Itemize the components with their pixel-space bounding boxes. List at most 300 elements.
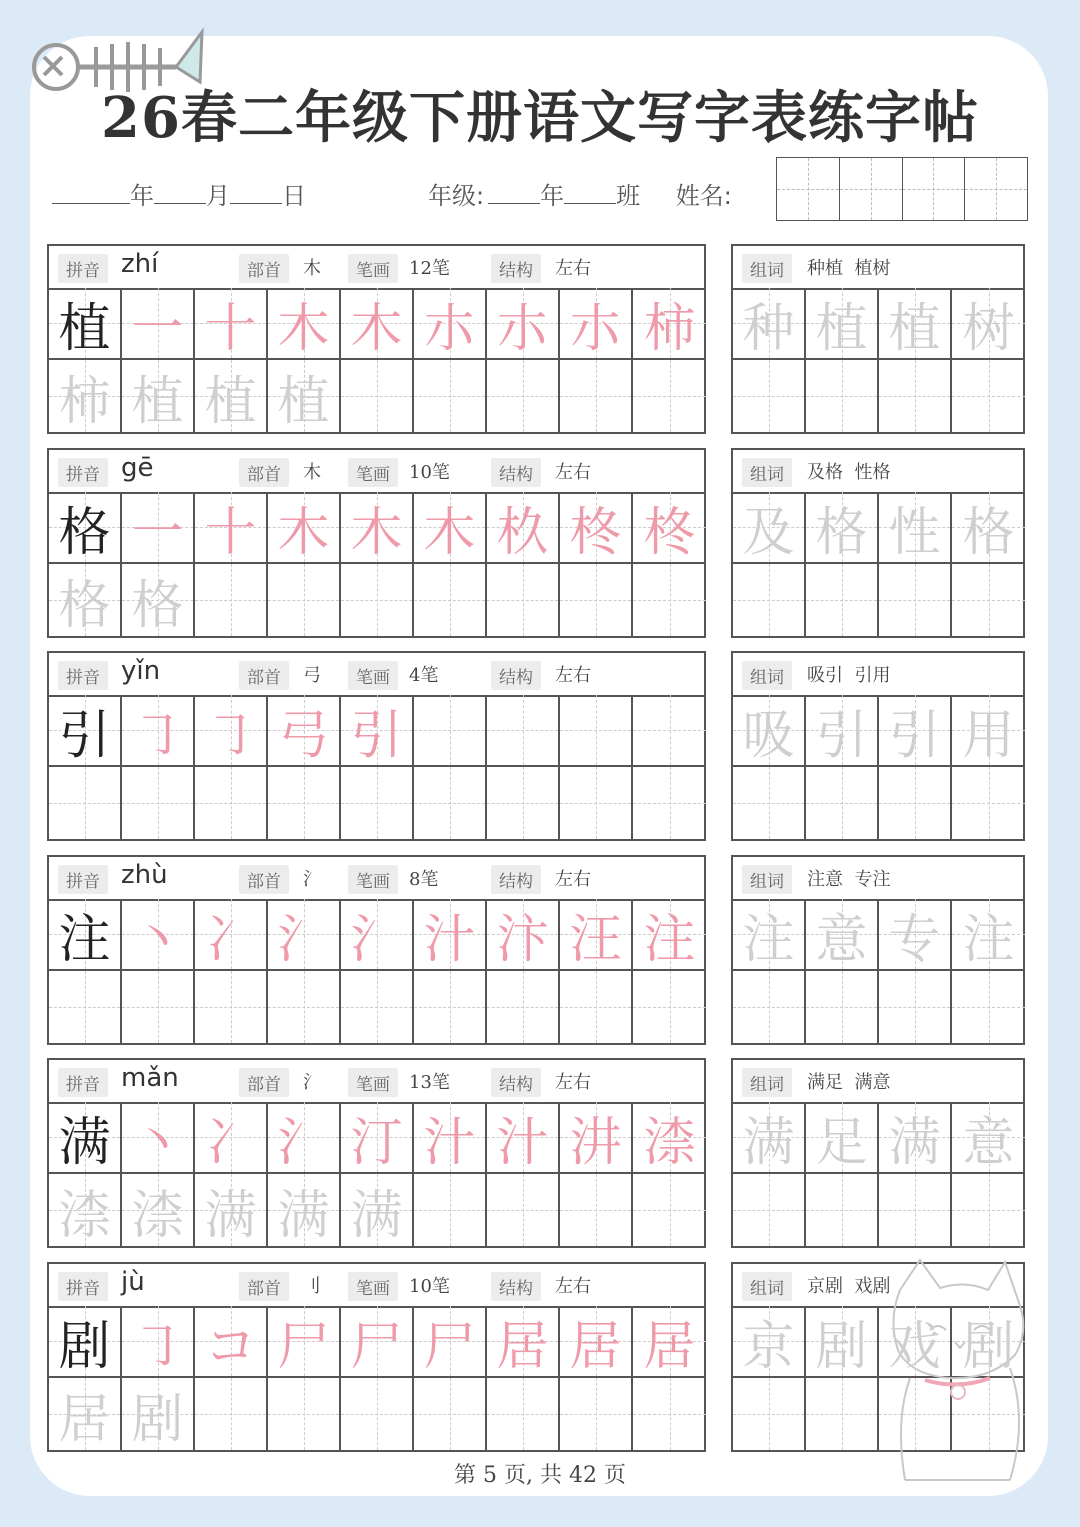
word-trace-character: 京	[742, 1316, 795, 1377]
stroke-order-step	[122, 1102, 193, 1172]
stroke-order-step	[414, 492, 485, 562]
word-writing-cell[interactable]	[879, 1306, 952, 1378]
radical-value: 弓	[303, 665, 321, 686]
new-stroke: 汁	[496, 1112, 549, 1173]
stroke-order-step	[633, 492, 706, 562]
word-writing-cell[interactable]	[733, 1378, 806, 1450]
writing-cell[interactable]	[268, 1174, 341, 1246]
writing-cell[interactable]	[195, 1306, 268, 1378]
class-line	[428, 176, 732, 211]
new-stroke: 汴	[496, 909, 549, 970]
word-trace-character: 引	[888, 705, 941, 766]
word-writing-cell[interactable]	[733, 695, 806, 767]
word-writing-cell[interactable]	[879, 767, 952, 839]
writing-cell[interactable]	[341, 1306, 414, 1378]
page-footer: 第 5 页, 共 42 页	[454, 1463, 626, 1488]
stroke-order-step	[560, 899, 631, 969]
new-stroke: 引	[350, 705, 403, 766]
writing-cell[interactable]	[560, 1102, 633, 1174]
word-writing-cell[interactable]	[952, 564, 1025, 636]
word-writing-cell[interactable]	[733, 899, 806, 971]
stroke-order-step	[341, 695, 412, 765]
writing-cell[interactable]	[487, 1102, 560, 1174]
new-stroke: 汁	[423, 1112, 476, 1173]
writing-cell[interactable]	[195, 564, 268, 636]
page-title: 26春二年级下册语文写字表练字帖	[101, 85, 979, 151]
strokes-label: 笔画	[348, 865, 398, 894]
words-header	[733, 857, 1023, 901]
month-blank[interactable]	[154, 183, 206, 204]
new-stroke: 木	[350, 502, 403, 563]
writing-cell[interactable]	[49, 288, 122, 360]
writing-cell[interactable]	[268, 767, 341, 839]
stroke-order-step	[122, 288, 193, 358]
writing-cell[interactable]	[414, 288, 487, 360]
writing-cell[interactable]	[49, 492, 122, 564]
writing-cell[interactable]	[633, 695, 706, 767]
new-stroke: 居	[496, 1316, 549, 1377]
writing-cell[interactable]	[341, 1174, 414, 1246]
word-trace-character: 及	[742, 502, 795, 563]
writing-cell[interactable]	[341, 1102, 414, 1174]
words-label: 组词	[742, 1068, 792, 1097]
char-practice-block	[47, 1058, 706, 1248]
structure-label: 结构	[491, 1272, 541, 1301]
writing-cell[interactable]	[195, 971, 268, 1043]
name-grid[interactable]	[776, 157, 1028, 221]
writing-cell[interactable]	[195, 492, 268, 564]
writing-cell[interactable]	[414, 767, 487, 839]
year-blank[interactable]	[52, 183, 130, 204]
writing-cell[interactable]	[49, 1378, 122, 1450]
trace-character: 渿	[58, 1185, 111, 1246]
word-writing-cell[interactable]	[879, 360, 952, 432]
word-practice-block	[731, 448, 1025, 638]
name-cell[interactable]	[840, 158, 903, 220]
word-trace-character: 注	[962, 909, 1015, 970]
writing-cell[interactable]	[122, 1378, 195, 1450]
month-label: 月	[206, 182, 230, 210]
trace-character: 满	[277, 1185, 330, 1246]
char-info-header	[49, 450, 704, 494]
new-stroke: 尸	[423, 1316, 476, 1377]
word-writing-cell[interactable]	[733, 288, 806, 360]
word-writing-cell[interactable]	[806, 492, 879, 564]
strokes-value: 4笔	[409, 665, 439, 686]
structure-label: 结构	[491, 458, 541, 487]
writing-cell[interactable]	[633, 1378, 706, 1450]
trace-character: 植	[277, 371, 330, 432]
writing-cell[interactable]	[487, 564, 560, 636]
writing-cell[interactable]	[560, 360, 633, 432]
writing-cell[interactable]	[122, 767, 195, 839]
writing-cell[interactable]	[414, 1378, 487, 1450]
writing-cell[interactable]	[122, 564, 195, 636]
word-writing-cell[interactable]	[733, 767, 806, 839]
stroke-order-step	[268, 1102, 339, 1172]
radical-value: 木	[303, 462, 321, 483]
writing-cell[interactable]	[195, 767, 268, 839]
words-label: 组词	[742, 661, 792, 690]
stroke-order-step	[487, 492, 558, 562]
word-trace-character: 注	[742, 909, 795, 970]
writing-cell[interactable]	[414, 1306, 487, 1378]
words-label: 组词	[742, 1272, 792, 1301]
writing-cell[interactable]	[414, 1174, 487, 1246]
writing-cell[interactable]	[195, 1174, 268, 1246]
new-stroke: 十	[204, 298, 257, 359]
new-stroke: 居	[569, 1316, 622, 1377]
writing-cell[interactable]	[341, 492, 414, 564]
name-cell[interactable]	[777, 158, 840, 220]
writing-cell[interactable]	[633, 899, 706, 971]
writing-cell[interactable]	[633, 971, 706, 1043]
writing-cell[interactable]	[487, 492, 560, 564]
writing-cell[interactable]	[195, 360, 268, 432]
word-practice-block	[731, 244, 1025, 434]
stroke-order-step	[414, 1306, 485, 1376]
new-stroke: 木	[277, 298, 330, 359]
radical-label: 部首	[239, 865, 289, 894]
writing-cell[interactable]	[414, 899, 487, 971]
stroke-order-step	[195, 492, 266, 562]
new-stroke: 汪	[569, 909, 622, 970]
class-blank[interactable]	[564, 183, 616, 204]
writing-cell[interactable]	[633, 1306, 706, 1378]
writing-cell[interactable]	[268, 1378, 341, 1450]
word-practice-block	[731, 651, 1025, 841]
word-writing-cell[interactable]	[806, 1102, 879, 1174]
writing-cell[interactable]	[487, 767, 560, 839]
model-character: 满	[58, 1112, 111, 1173]
writing-cell[interactable]	[49, 899, 122, 971]
word-writing-cell[interactable]	[952, 695, 1025, 767]
writing-cell[interactable]	[49, 1174, 122, 1246]
year-label: 年	[130, 182, 154, 210]
writing-cell[interactable]	[633, 492, 706, 564]
char-info-header	[49, 246, 704, 290]
word-writing-cell[interactable]	[879, 899, 952, 971]
stroke-order-step	[268, 1306, 339, 1376]
stroke-order-step	[268, 695, 339, 765]
writing-cell[interactable]	[341, 695, 414, 767]
writing-cell[interactable]	[268, 564, 341, 636]
new-stroke: 丶	[131, 1112, 184, 1173]
writing-cell[interactable]	[487, 971, 560, 1043]
char-practice-block	[47, 855, 706, 1045]
writing-cell[interactable]	[49, 1102, 122, 1174]
word-writing-cell[interactable]	[806, 564, 879, 636]
word-writing-cell[interactable]	[733, 1306, 806, 1378]
writing-cell[interactable]	[487, 1174, 560, 1246]
writing-cell[interactable]	[122, 288, 195, 360]
word-trace-character: 树	[962, 298, 1015, 359]
pinyin-label: 拼音	[58, 865, 108, 894]
strokes-label: 笔画	[348, 1068, 398, 1097]
writing-cell[interactable]	[122, 1306, 195, 1378]
stroke-order-step	[560, 288, 631, 358]
writing-cell[interactable]	[560, 695, 633, 767]
strokes-value: 13笔	[409, 1072, 450, 1093]
trace-character: 剧	[131, 1389, 184, 1450]
writing-cell[interactable]	[49, 564, 122, 636]
word-writing-cell[interactable]	[806, 899, 879, 971]
writing-cell[interactable]	[341, 360, 414, 432]
structure-label: 结构	[491, 865, 541, 894]
writing-cell[interactable]	[268, 288, 341, 360]
writing-cell[interactable]	[122, 695, 195, 767]
word-writing-cell[interactable]	[733, 1174, 806, 1246]
word-writing-cell[interactable]	[952, 1306, 1025, 1378]
writing-cell[interactable]	[195, 1378, 268, 1450]
writing-cell[interactable]	[633, 1102, 706, 1174]
word-trace-character: 植	[815, 298, 868, 359]
pinyin-value: mǎn	[121, 1063, 179, 1093]
writing-cell[interactable]	[122, 492, 195, 564]
pinyin-label: 拼音	[58, 458, 108, 487]
writing-cell[interactable]	[268, 899, 341, 971]
writing-cell[interactable]	[633, 767, 706, 839]
writing-cell[interactable]	[633, 564, 706, 636]
stroke-order-step	[487, 1102, 558, 1172]
writing-cell[interactable]	[633, 1174, 706, 1246]
writing-cell[interactable]	[560, 767, 633, 839]
stroke-order-step	[487, 1306, 558, 1376]
writing-cell[interactable]	[49, 971, 122, 1043]
writing-cell[interactable]	[268, 1102, 341, 1174]
new-stroke: 氵	[277, 909, 330, 970]
word-writing-cell[interactable]	[806, 360, 879, 432]
writing-cell[interactable]	[195, 695, 268, 767]
writing-cell[interactable]	[268, 492, 341, 564]
word-writing-cell[interactable]	[733, 492, 806, 564]
structure-value: 左右	[555, 665, 591, 686]
word-writing-cell[interactable]	[879, 564, 952, 636]
pinyin-label: 拼音	[58, 1068, 108, 1097]
pinyin-value: yǐn	[121, 656, 161, 686]
strokes-value: 10笔	[409, 462, 450, 483]
strokes-value: 10笔	[409, 1276, 450, 1297]
word-writing-cell[interactable]	[952, 767, 1025, 839]
trace-character: 满	[350, 1185, 403, 1246]
stroke-order-step	[195, 899, 266, 969]
word-writing-cell[interactable]	[806, 695, 879, 767]
word-writing-cell[interactable]	[952, 1174, 1025, 1246]
writing-cell[interactable]	[560, 1174, 633, 1246]
stroke-order-step	[268, 899, 339, 969]
writing-cell[interactable]	[487, 360, 560, 432]
writing-cell[interactable]	[560, 564, 633, 636]
writing-cell[interactable]	[122, 899, 195, 971]
structure-value: 左右	[555, 1072, 591, 1093]
writing-cell[interactable]	[633, 360, 706, 432]
words-label: 组词	[742, 865, 792, 894]
word-writing-cell[interactable]	[733, 1102, 806, 1174]
writing-cell[interactable]	[122, 1174, 195, 1246]
strokes-value: 12笔	[409, 258, 450, 279]
writing-cell[interactable]	[414, 564, 487, 636]
writing-cell[interactable]	[560, 492, 633, 564]
stroke-order-step	[633, 899, 706, 969]
writing-cell[interactable]	[414, 360, 487, 432]
new-stroke: 冫	[204, 1112, 257, 1173]
trace-character: 格	[58, 575, 111, 636]
word-writing-cell[interactable]	[952, 492, 1025, 564]
word-trace-character: 满	[742, 1112, 795, 1173]
new-stroke: 尸	[277, 1316, 330, 1377]
new-stroke: ㇆	[131, 1316, 184, 1377]
model-character: 剧	[58, 1316, 111, 1377]
word-trace-character: 格	[815, 502, 868, 563]
words-value: 及格 性格	[807, 462, 891, 483]
word-trace-character: 性	[888, 502, 941, 563]
writing-cell[interactable]	[414, 1102, 487, 1174]
words-value: 种植 植树	[807, 258, 891, 279]
writing-cell[interactable]	[560, 971, 633, 1043]
new-stroke: 弓	[277, 705, 330, 766]
writing-cell[interactable]	[414, 971, 487, 1043]
writing-cell[interactable]	[49, 360, 122, 432]
new-stroke: 渿	[643, 1112, 696, 1173]
writing-cell[interactable]	[414, 695, 487, 767]
word-writing-cell[interactable]	[806, 1306, 879, 1378]
stroke-order-step	[633, 288, 706, 358]
writing-cell[interactable]	[195, 1102, 268, 1174]
stroke-order-step	[195, 288, 266, 358]
word-writing-cell[interactable]	[733, 360, 806, 432]
writing-cell[interactable]	[341, 564, 414, 636]
writing-cell[interactable]	[341, 899, 414, 971]
word-writing-cell[interactable]	[952, 288, 1025, 360]
word-trace-character: 格	[962, 502, 1015, 563]
word-writing-cell[interactable]	[879, 971, 952, 1043]
structure-value: 左右	[555, 1276, 591, 1297]
writing-cell[interactable]	[487, 288, 560, 360]
pinyin-label: 拼音	[58, 1272, 108, 1301]
new-stroke: 居	[643, 1316, 696, 1377]
word-writing-cell[interactable]	[952, 1102, 1025, 1174]
radical-label: 部首	[239, 458, 289, 487]
writing-cell[interactable]	[487, 695, 560, 767]
stroke-order-step	[122, 492, 193, 562]
words-label: 组词	[742, 254, 792, 283]
stroke-order-step	[195, 1306, 266, 1376]
word-writing-cell[interactable]	[733, 971, 806, 1043]
words-value: 吸引 引用	[807, 665, 891, 686]
writing-cell[interactable]	[560, 288, 633, 360]
new-stroke: 汁	[423, 909, 476, 970]
model-character: 注	[58, 909, 111, 970]
stroke-order-step	[414, 1102, 485, 1172]
writing-cell[interactable]	[122, 1102, 195, 1174]
word-writing-cell[interactable]	[879, 695, 952, 767]
stroke-order-step	[633, 1306, 706, 1376]
word-writing-cell[interactable]	[952, 360, 1025, 432]
radical-label: 部首	[239, 254, 289, 283]
radical-label: 部首	[239, 1272, 289, 1301]
writing-cell[interactable]	[195, 899, 268, 971]
word-trace-character: 意	[962, 1112, 1015, 1173]
writing-cell[interactable]	[268, 360, 341, 432]
writing-cell[interactable]	[268, 971, 341, 1043]
writing-cell[interactable]	[49, 1306, 122, 1378]
stroke-order-step	[560, 492, 631, 562]
writing-cell[interactable]	[341, 971, 414, 1043]
writing-cell[interactable]	[268, 1306, 341, 1378]
writing-cell[interactable]	[268, 695, 341, 767]
word-writing-cell[interactable]	[806, 1174, 879, 1246]
writing-cell[interactable]	[560, 1378, 633, 1450]
name-cell[interactable]	[965, 158, 1027, 220]
grade-label: 年级:	[428, 182, 485, 210]
new-stroke: 冫	[204, 909, 257, 970]
writing-cell[interactable]	[49, 767, 122, 839]
grade-blank[interactable]	[488, 183, 540, 204]
word-writing-cell[interactable]	[806, 1378, 879, 1450]
new-stroke: 注	[643, 909, 696, 970]
writing-cell[interactable]	[122, 971, 195, 1043]
writing-cell[interactable]	[560, 1306, 633, 1378]
stroke-order-step	[195, 1102, 266, 1172]
writing-cell[interactable]	[122, 360, 195, 432]
word-writing-cell[interactable]	[806, 971, 879, 1043]
structure-label: 结构	[491, 1068, 541, 1097]
writing-cell[interactable]	[487, 899, 560, 971]
word-writing-cell[interactable]	[806, 767, 879, 839]
word-writing-cell[interactable]	[952, 899, 1025, 971]
writing-cell[interactable]	[633, 288, 706, 360]
words-value: 京剧 戏剧	[807, 1276, 891, 1297]
new-stroke: 木	[277, 502, 330, 563]
day-blank[interactable]	[230, 183, 282, 204]
structure-value: 左右	[555, 258, 591, 279]
class-label: 班	[616, 182, 641, 210]
stroke-order-step	[560, 1306, 631, 1376]
writing-cell[interactable]	[487, 1306, 560, 1378]
word-trace-character: 戏	[888, 1316, 941, 1377]
writing-cell[interactable]	[560, 899, 633, 971]
word-writing-cell[interactable]	[806, 288, 879, 360]
writing-cell[interactable]	[414, 492, 487, 564]
strokes-label: 笔画	[348, 661, 398, 690]
word-writing-cell[interactable]	[879, 492, 952, 564]
name-label: 姓名:	[675, 182, 732, 210]
writing-cell[interactable]	[341, 288, 414, 360]
word-writing-cell[interactable]	[733, 564, 806, 636]
stroke-order-step	[633, 1102, 706, 1172]
char-info-header	[49, 857, 704, 901]
new-stroke: 柿	[643, 298, 696, 359]
stroke-order-step	[414, 899, 485, 969]
stroke-order-step	[195, 695, 266, 765]
writing-cell[interactable]	[49, 695, 122, 767]
word-trace-character: 足	[815, 1112, 868, 1173]
writing-cell[interactable]	[341, 1378, 414, 1450]
writing-cell[interactable]	[195, 288, 268, 360]
writing-cell[interactable]	[487, 1378, 560, 1450]
word-writing-cell[interactable]	[879, 1102, 952, 1174]
new-stroke: 汫	[569, 1112, 622, 1173]
word-writing-cell[interactable]	[879, 288, 952, 360]
word-writing-cell[interactable]	[952, 971, 1025, 1043]
name-cell[interactable]	[903, 158, 966, 220]
word-trace-character: 植	[888, 298, 941, 359]
word-practice-block	[731, 855, 1025, 1045]
word-writing-cell[interactable]	[879, 1174, 952, 1246]
trace-character: 居	[58, 1389, 111, 1450]
writing-cell[interactable]	[341, 767, 414, 839]
words-header	[733, 653, 1023, 697]
